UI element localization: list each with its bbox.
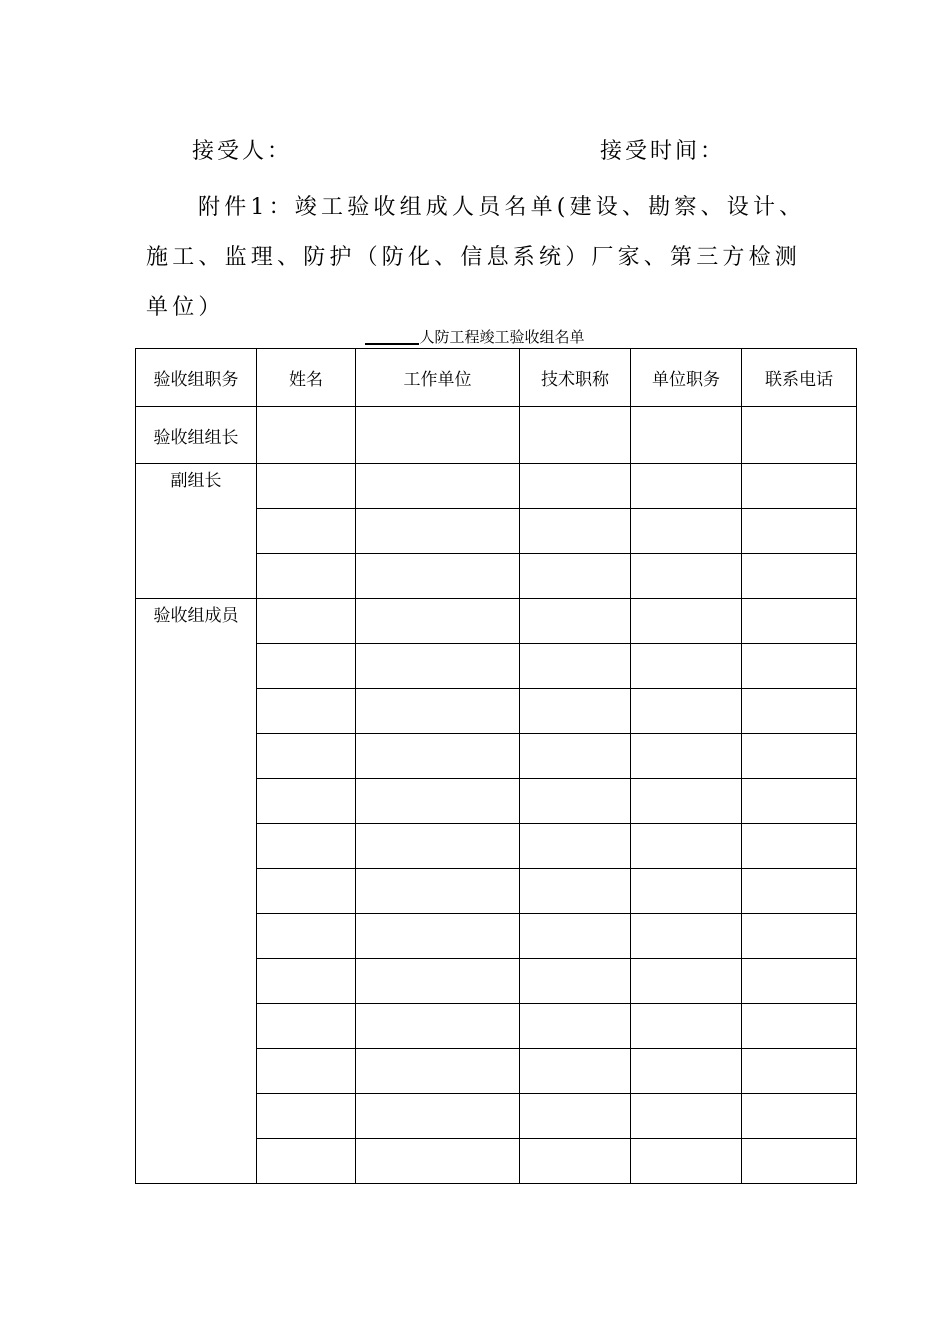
blank-cell[interactable]	[257, 779, 356, 824]
blank-cell[interactable]	[631, 1049, 742, 1094]
blank-cell[interactable]	[520, 644, 631, 689]
column-header: 验收组职务	[136, 349, 257, 407]
blank-cell[interactable]	[356, 959, 520, 1004]
blank-cell[interactable]	[520, 824, 631, 869]
blank-cell[interactable]	[742, 1139, 857, 1184]
table-header-row	[136, 349, 857, 407]
blank-cell[interactable]	[742, 734, 857, 779]
blank-cell[interactable]	[631, 1139, 742, 1184]
blank-cell[interactable]	[257, 599, 356, 644]
receive-time-label: 接受时间：	[600, 139, 726, 164]
blank-cell[interactable]	[356, 407, 520, 464]
blank-cell[interactable]	[742, 824, 857, 869]
receiver-label: 接受人：	[192, 139, 293, 164]
role-member: 验收组成员	[136, 599, 257, 1184]
blank-cell[interactable]	[356, 1094, 520, 1139]
blank-cell[interactable]	[356, 554, 520, 599]
table-row	[136, 464, 857, 509]
role-deputy: 副组长	[136, 464, 257, 599]
blank-cell[interactable]	[257, 407, 356, 464]
blank-cell[interactable]	[742, 1094, 857, 1139]
blank-cell[interactable]	[520, 779, 631, 824]
blank-cell[interactable]	[631, 959, 742, 1004]
blank-cell[interactable]	[356, 1139, 520, 1184]
blank-cell[interactable]	[520, 554, 631, 599]
blank-cell[interactable]	[520, 1004, 631, 1049]
blank-cell[interactable]	[520, 464, 631, 509]
blank-cell[interactable]	[356, 644, 520, 689]
blank-cell[interactable]	[257, 1139, 356, 1184]
blank-cell[interactable]	[257, 464, 356, 509]
attachment-text: 附件1：竣工验收组成人员名单(建设、勘察、设计、施工、监理、防护（防化、信息系统）厂家、第三方检测单位）	[146, 195, 806, 320]
blank-cell[interactable]	[742, 914, 857, 959]
blank-cell[interactable]	[520, 509, 631, 554]
blank-cell[interactable]	[742, 689, 857, 734]
blank-cell[interactable]	[257, 959, 356, 1004]
blank-cell[interactable]	[742, 464, 857, 509]
column-header: 技术职称	[520, 349, 631, 407]
blank-cell[interactable]	[257, 824, 356, 869]
column-header: 姓名	[257, 349, 356, 407]
blank-cell[interactable]	[257, 869, 356, 914]
acceptance-team-table	[135, 348, 857, 1184]
blank-cell[interactable]	[631, 914, 742, 959]
blank-cell[interactable]	[257, 1004, 356, 1049]
blank-cell[interactable]	[742, 1004, 857, 1049]
blank-cell[interactable]	[520, 599, 631, 644]
blank-cell[interactable]	[631, 869, 742, 914]
blank-cell[interactable]	[520, 407, 631, 464]
blank-cell[interactable]	[742, 554, 857, 599]
form-title-text: 人防工程竣工验收组名单	[419, 328, 585, 346]
blank-cell[interactable]	[520, 1049, 631, 1094]
blank-cell[interactable]	[257, 644, 356, 689]
blank-cell[interactable]	[520, 869, 631, 914]
blank-cell[interactable]	[631, 509, 742, 554]
blank-cell[interactable]	[356, 1049, 520, 1094]
role-leader: 验收组组长	[136, 407, 257, 464]
blank-cell[interactable]	[257, 554, 356, 599]
blank-cell[interactable]	[356, 734, 520, 779]
blank-cell[interactable]	[520, 914, 631, 959]
blank-cell[interactable]	[742, 509, 857, 554]
blank-cell[interactable]	[257, 734, 356, 779]
blank-cell[interactable]	[631, 644, 742, 689]
blank-cell[interactable]	[257, 509, 356, 554]
blank-cell[interactable]	[631, 1094, 742, 1139]
table-row	[136, 599, 857, 644]
blank-cell[interactable]	[520, 1094, 631, 1139]
blank-cell[interactable]	[742, 959, 857, 1004]
blank-cell[interactable]	[257, 1049, 356, 1094]
blank-cell[interactable]	[520, 734, 631, 779]
column-header: 单位职务	[631, 349, 742, 407]
blank-cell[interactable]	[742, 1049, 857, 1094]
blank-cell[interactable]	[257, 689, 356, 734]
column-header: 联系电话	[742, 349, 857, 407]
form-title	[0, 326, 950, 347]
blank-cell[interactable]	[356, 509, 520, 554]
blank-cell[interactable]	[356, 689, 520, 734]
blank-cell[interactable]	[520, 1139, 631, 1184]
blank-cell[interactable]	[742, 869, 857, 914]
attachment-heading	[146, 183, 826, 333]
blank-cell[interactable]	[631, 1004, 742, 1049]
blank-cell[interactable]	[742, 779, 857, 824]
blank-cell[interactable]	[356, 869, 520, 914]
blank-cell[interactable]	[742, 644, 857, 689]
blank-cell[interactable]	[631, 554, 742, 599]
blank-cell[interactable]	[356, 779, 520, 824]
blank-cell[interactable]	[356, 1004, 520, 1049]
blank-cell[interactable]	[520, 959, 631, 1004]
table-row	[136, 407, 857, 464]
blank-cell[interactable]	[631, 689, 742, 734]
title-blank-line[interactable]	[365, 327, 419, 345]
blank-cell[interactable]	[631, 407, 742, 464]
blank-cell[interactable]	[742, 407, 857, 464]
blank-cell[interactable]	[356, 464, 520, 509]
column-header: 工作单位	[356, 349, 520, 407]
blank-cell[interactable]	[742, 599, 857, 644]
blank-cell[interactable]	[356, 599, 520, 644]
blank-cell[interactable]	[520, 689, 631, 734]
blank-cell[interactable]	[356, 914, 520, 959]
blank-cell[interactable]	[257, 914, 356, 959]
blank-cell[interactable]	[257, 1094, 356, 1139]
blank-cell[interactable]	[631, 734, 742, 779]
blank-cell[interactable]	[631, 599, 742, 644]
blank-cell[interactable]	[356, 824, 520, 869]
blank-cell[interactable]	[631, 464, 742, 509]
blank-cell[interactable]	[631, 824, 742, 869]
blank-cell[interactable]	[631, 779, 742, 824]
